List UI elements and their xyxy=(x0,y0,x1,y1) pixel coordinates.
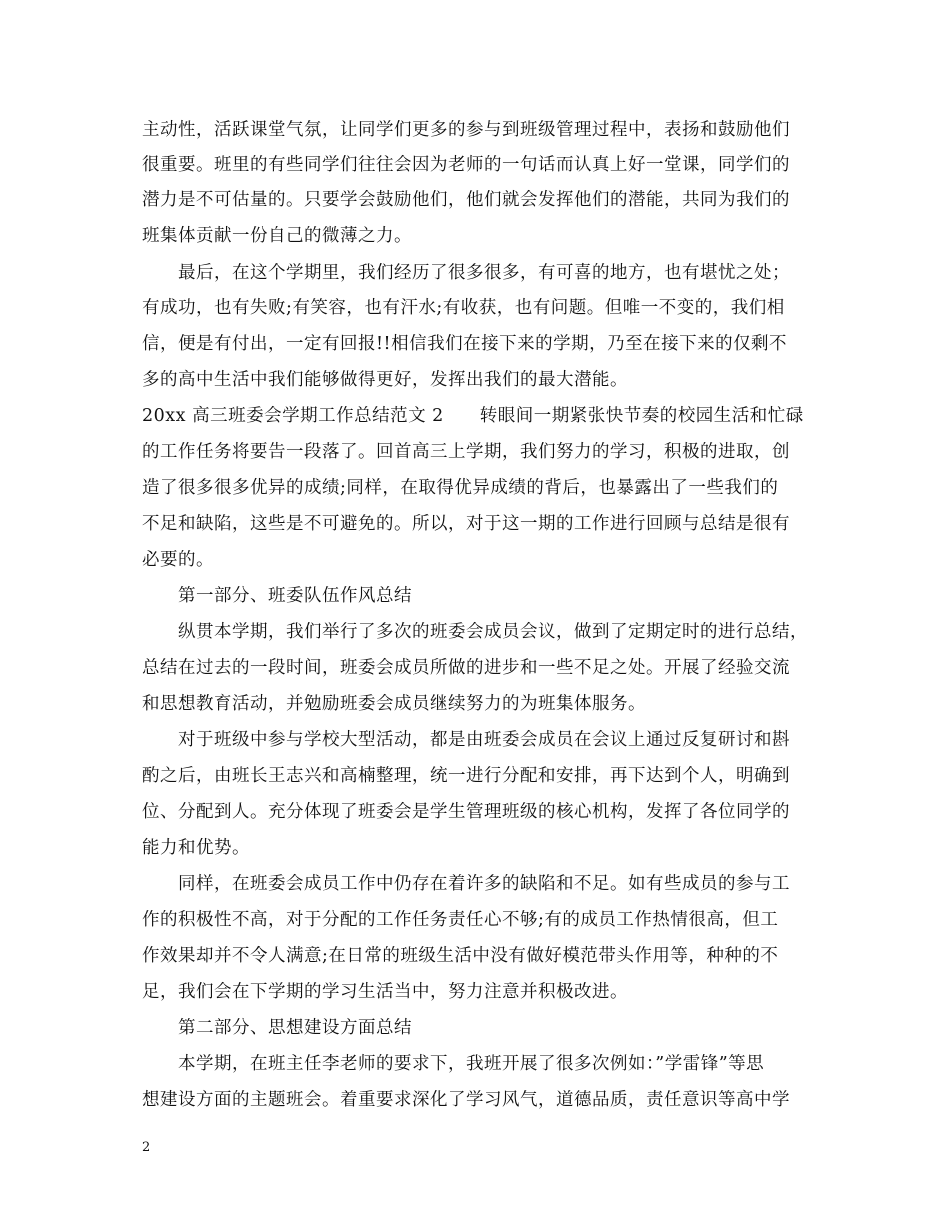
page-number: 2 xyxy=(142,1140,151,1155)
text-line: 潜力是不可估量的。只要学会鼓励他们，他们就会发挥他们的潜能，共同为我们的 xyxy=(142,190,790,210)
section-heading: 第一部分、班委队伍作风总结 xyxy=(178,586,412,606)
text-line: 不足和缺陷，这些是不可避免的。所以，对于这一期的工作进行回顾与总结是很有 xyxy=(142,514,790,534)
text-line: 很重要。班里的有些同学们往往会因为老师的一句话而认真上好一堂课，同学们的 xyxy=(142,155,790,175)
text-line: 纵贯本学期，我们举行了多次的班委会成员会议，做到了定期定时的进行总结， xyxy=(178,622,808,642)
text-line: 主动性，活跃课堂气氛，让同学们更多的参与到班级管理过程中，表扬和鼓励他们 xyxy=(142,120,790,140)
text-line: 想建设方面的主题班会。着重要求深化了学习风气，道德品质，责任意识等高中学 xyxy=(142,1090,790,1110)
text-line: 同样，在班委会成员工作中仍存在着许多的缺陷和不足。如有些成员的参与工 xyxy=(178,874,790,894)
text-line: 有成功，也有失败;有笑容，也有汗水;有收获，也有问题。但唯一不变的，我们相 xyxy=(142,298,785,318)
text-line: 班集体贡献一份自己的微薄之力。 xyxy=(142,226,412,246)
text-line: 和思想教育活动，并勉励班委会成员继续努力的为班集体服务。 xyxy=(142,694,646,714)
text-line: 必要的。 xyxy=(142,550,214,570)
text-line: 的工作任务将要告一段落了。回首高三上学期，我们努力的学习，积极的进取，创 xyxy=(142,442,790,462)
text-line: 本学期，在班主任李老师的要求下，我班开展了很多次例如：”学雷锋”等思 xyxy=(178,1054,765,1074)
text-line: 足，我们会在下学期的学习生活当中，努力注意并积极改进。 xyxy=(142,982,628,1002)
text-line: 位、分配到人。充分体现了班委会是学生管理班级的核心机构，发挥了各位同学的 xyxy=(142,802,790,822)
text-line: 能力和优势。 xyxy=(142,838,250,858)
text-line: 作的积极性不高，对于分配的工作任务责任心不够;有的成员工作热情很高，但工 xyxy=(142,910,779,930)
text-line: 对于班级中参与学校大型活动，都是由班委会成员在会议上通过反复研讨和斟 xyxy=(178,730,790,750)
text-line: 信，便是有付出，一定有回报!!相信我们在接下来的学期，乃至在接下来的仅剩不 xyxy=(142,334,788,354)
text-line: 多的高中生活中我们能够做得更好，发挥出我们的最大潜能。 xyxy=(142,370,628,390)
text-line: 作效果却并不令人满意;在日常的班级生活中没有做好模范带头作用等，种种的不 xyxy=(142,946,779,966)
section-heading: 第二部分、思想建设方面总结 xyxy=(178,1018,412,1038)
section-heading: 20xx 高三班委会学期工作总结范文 2 转眼间一期紧张快节奏的校园生活和忙碌 xyxy=(142,406,804,426)
text-line: 最后，在这个学期里，我们经历了很多很多，有可喜的地方，也有堪忧之处； xyxy=(178,263,790,283)
text-line: 造了很多很多优异的成绩;同样，在取得优异成绩的背后，也暴露出了一些我们的 xyxy=(142,478,779,498)
text-line: 酌之后，由班长王志兴和高楠整理，统一进行分配和安排，再下达到个人，明确到 xyxy=(142,766,790,786)
text-line: 总结在过去的一段时间，班委会成员所做的进步和一些不足之处。开展了经验交流 xyxy=(142,658,790,678)
